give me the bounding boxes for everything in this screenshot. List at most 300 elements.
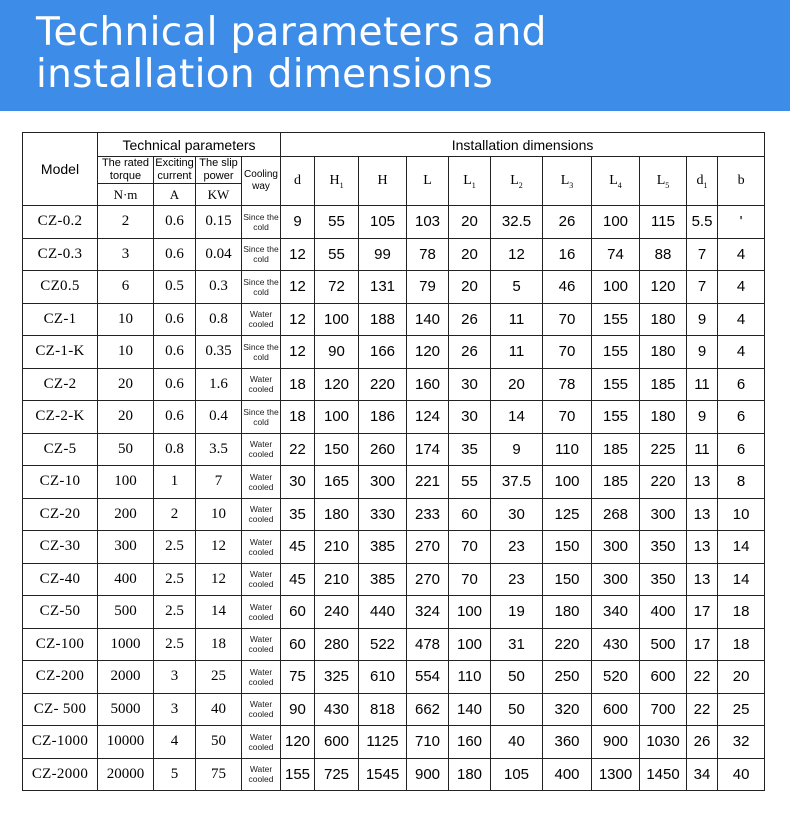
dimension-cell: 16 [543, 238, 592, 271]
dimension-cell: 430 [592, 628, 640, 661]
dimension-cell: 120 [315, 368, 359, 401]
power-cell: 18 [196, 628, 242, 661]
dimension-cell: 115 [640, 206, 687, 239]
torque-cell: 200 [98, 498, 154, 531]
model-cell: CZ-1000 [23, 726, 98, 759]
dimension-cell: 20 [449, 206, 491, 239]
dimension-cell: 1545 [359, 758, 407, 791]
page-title-line-1: Technical parameters and [36, 10, 547, 55]
table-row [23, 271, 765, 304]
dimension-cell: 55 [449, 466, 491, 499]
dimension-cell: 50 [491, 661, 543, 694]
cooling-cell: Since the cold [242, 336, 281, 369]
dimension-cell: 9 [687, 303, 718, 336]
title-banner [0, 0, 790, 111]
model-cell: CZ-2-K [23, 401, 98, 434]
dimension-cell: 260 [359, 433, 407, 466]
current-cell: 0.6 [154, 401, 196, 434]
dimension-cell: 188 [359, 303, 407, 336]
power-cell: 0.3 [196, 271, 242, 304]
torque-cell: 5000 [98, 693, 154, 726]
dimension-cell: 34 [687, 758, 718, 791]
power-cell: 1.6 [196, 368, 242, 401]
dimension-cell: 300 [592, 563, 640, 596]
dimension-cell: 70 [543, 401, 592, 434]
dimension-cell: 78 [407, 238, 449, 271]
spec-table [22, 132, 765, 791]
dimension-cell: 70 [543, 336, 592, 369]
torque-unit: N·m [98, 184, 154, 206]
power-cell: 25 [196, 661, 242, 694]
dim-header: $L_1$ [449, 157, 491, 206]
cooling-cell: Since the cold [242, 401, 281, 434]
dimension-cell: 30 [449, 401, 491, 434]
current-cell: 0.6 [154, 336, 196, 369]
dimension-cell: 103 [407, 206, 449, 239]
torque-cell: 3 [98, 238, 154, 271]
model-cell: CZ- 500 [23, 693, 98, 726]
dimension-cell: 478 [407, 628, 449, 661]
power-cell: 0.04 [196, 238, 242, 271]
dimension-cell: 75 [281, 661, 315, 694]
dimension-cell: 818 [359, 693, 407, 726]
dim-header: $d_1$ [687, 157, 718, 206]
dimension-cell: 18 [281, 401, 315, 434]
dimension-cell: 186 [359, 401, 407, 434]
dimension-cell: 12 [491, 238, 543, 271]
dimension-cell: 155 [592, 336, 640, 369]
power-cell: 40 [196, 693, 242, 726]
dimension-cell: 26 [449, 336, 491, 369]
dimension-cell: 324 [407, 596, 449, 629]
dimension-cell: 150 [543, 563, 592, 596]
dimension-cell: 330 [359, 498, 407, 531]
dimension-cell: 30 [449, 368, 491, 401]
table-row [23, 596, 765, 629]
power-cell: 3.5 [196, 433, 242, 466]
dimension-cell: 4 [718, 303, 765, 336]
power-cell: 12 [196, 563, 242, 596]
cooling-cell: Water cooled [242, 758, 281, 791]
current-header: Exciting current [155, 157, 194, 182]
dimension-cell: 90 [281, 693, 315, 726]
dim-header: $L_5$ [640, 157, 687, 206]
dimension-cell: 72 [315, 271, 359, 304]
dim-header: $L_2$ [491, 157, 543, 206]
dimension-cell: 185 [592, 466, 640, 499]
dimension-cell: 22 [687, 661, 718, 694]
dimension-cell: 55 [315, 206, 359, 239]
dimension-cell: 18 [718, 628, 765, 661]
torque-cell: 400 [98, 563, 154, 596]
dimension-cell: 174 [407, 433, 449, 466]
dimension-cell: 37.5 [491, 466, 543, 499]
torque-cell: 1000 [98, 628, 154, 661]
dimension-cell: 225 [640, 433, 687, 466]
cooling-cell: Water cooled [242, 531, 281, 564]
dimension-cell: 9 [687, 401, 718, 434]
dimension-cell: 180 [640, 303, 687, 336]
dimension-cell: 13 [687, 563, 718, 596]
dimension-cell: 280 [315, 628, 359, 661]
cooling-cell: Water cooled [242, 368, 281, 401]
dimension-cell: 180 [640, 336, 687, 369]
dimension-cell: 140 [449, 693, 491, 726]
dimension-cell: 400 [640, 596, 687, 629]
model-cell: CZ-100 [23, 628, 98, 661]
dimension-cell: 100 [592, 206, 640, 239]
power-cell: 12 [196, 531, 242, 564]
table-row [23, 466, 765, 499]
dimension-cell: 100 [315, 303, 359, 336]
power-cell: 14 [196, 596, 242, 629]
dimension-cell: 155 [281, 758, 315, 791]
current-cell: 3 [154, 661, 196, 694]
cooling-cell: Water cooled [242, 693, 281, 726]
dimension-cell: 74 [592, 238, 640, 271]
dimension-cell: 165 [315, 466, 359, 499]
model-cell: CZ-40 [23, 563, 98, 596]
dimension-cell: 32 [718, 726, 765, 759]
current-cell: 0.6 [154, 238, 196, 271]
dimension-cell: 155 [592, 401, 640, 434]
dimension-cell: 12 [281, 238, 315, 271]
dimension-cell: 268 [592, 498, 640, 531]
dimension-cell: 300 [592, 531, 640, 564]
dimension-cell: 270 [407, 531, 449, 564]
power-unit: KW [196, 184, 242, 206]
dimension-cell: 11 [491, 336, 543, 369]
dimension-cell: 150 [543, 531, 592, 564]
table-row [23, 336, 765, 369]
dimension-cell: 14 [718, 531, 765, 564]
dimension-cell: 11 [491, 303, 543, 336]
dimension-cell: 70 [449, 531, 491, 564]
cooling-cell: Water cooled [242, 433, 281, 466]
torque-cell: 500 [98, 596, 154, 629]
dimension-cell: 700 [640, 693, 687, 726]
dim-header: d [281, 157, 315, 206]
current-cell: 5 [154, 758, 196, 791]
cooling-cell: Water cooled [242, 661, 281, 694]
dimension-cell: 1450 [640, 758, 687, 791]
dimension-cell: 35 [281, 498, 315, 531]
current-cell: 2.5 [154, 531, 196, 564]
dimension-cell: 25 [718, 693, 765, 726]
model-cell: CZ-200 [23, 661, 98, 694]
dimension-cell: 522 [359, 628, 407, 661]
dimension-cell: 17 [687, 596, 718, 629]
cooling-cell: Water cooled [242, 726, 281, 759]
model-cell: CZ-2000 [23, 758, 98, 791]
dimension-cell: 13 [687, 498, 718, 531]
dimension-cell: 5 [491, 271, 543, 304]
dimension-cell: 12 [281, 303, 315, 336]
current-cell: 2.5 [154, 563, 196, 596]
dimension-cell: 26 [687, 726, 718, 759]
table-row [23, 368, 765, 401]
table-row [23, 401, 765, 434]
tech-section-header: Technical parameters [98, 133, 281, 157]
dimension-cell: 1300 [592, 758, 640, 791]
dimension-cell: 100 [543, 466, 592, 499]
torque-cell: 20000 [98, 758, 154, 791]
dimension-cell: 430 [315, 693, 359, 726]
dimension-cell: 26 [449, 303, 491, 336]
model-cell: CZ-30 [23, 531, 98, 564]
dimension-cell: 210 [315, 563, 359, 596]
cooling-cell: Water cooled [242, 563, 281, 596]
dim-header: L [407, 157, 449, 206]
dimension-cell: 500 [640, 628, 687, 661]
dimension-cell: 50 [491, 693, 543, 726]
dimension-cell: 900 [592, 726, 640, 759]
current-cell: 2 [154, 498, 196, 531]
current-cell: 1 [154, 466, 196, 499]
dimension-cell: 340 [592, 596, 640, 629]
dimension-cell: 600 [640, 661, 687, 694]
torque-cell: 300 [98, 531, 154, 564]
dimension-cell: 1030 [640, 726, 687, 759]
dimension-cell: 155 [592, 303, 640, 336]
torque-cell: 20 [98, 368, 154, 401]
dim-header: H [359, 157, 407, 206]
dimension-cell: 360 [543, 726, 592, 759]
model-cell: CZ0.5 [23, 271, 98, 304]
dimension-cell: 4 [718, 238, 765, 271]
dimension-cell: 31 [491, 628, 543, 661]
cooling-cell: Water cooled [242, 498, 281, 531]
dimension-cell: 46 [543, 271, 592, 304]
dimension-cell: 32.5 [491, 206, 543, 239]
dimension-cell: 90 [315, 336, 359, 369]
dimension-cell: 120 [640, 271, 687, 304]
dimension-cell: 120 [407, 336, 449, 369]
dimension-cell: 220 [640, 466, 687, 499]
dim-header: $L_4$ [592, 157, 640, 206]
dimension-cell: 23 [491, 531, 543, 564]
torque-cell: 20 [98, 401, 154, 434]
dimension-cell: 99 [359, 238, 407, 271]
dimension-cell: 325 [315, 661, 359, 694]
dimension-cell: 20 [491, 368, 543, 401]
dimension-cell: 185 [640, 368, 687, 401]
dimension-cell: 79 [407, 271, 449, 304]
dimension-cell: 155 [592, 368, 640, 401]
dimension-cell: 13 [687, 466, 718, 499]
dimension-cell: 710 [407, 726, 449, 759]
dimension-cell: 45 [281, 531, 315, 564]
dimension-cell: 662 [407, 693, 449, 726]
dimension-cell: 9 [491, 433, 543, 466]
dim-header: $H_1$ [315, 157, 359, 206]
current-cell: 0.8 [154, 433, 196, 466]
torque-cell: 6 [98, 271, 154, 304]
dimension-cell: 180 [640, 401, 687, 434]
dimension-cell: 131 [359, 271, 407, 304]
dimension-cell: 350 [640, 531, 687, 564]
dimension-cell: 350 [640, 563, 687, 596]
dimension-cell: 120 [281, 726, 315, 759]
dimension-cell: 385 [359, 531, 407, 564]
current-cell: 0.6 [154, 368, 196, 401]
dimension-cell: 17 [687, 628, 718, 661]
dimension-cell: 60 [449, 498, 491, 531]
table-row [23, 303, 765, 336]
cooling-cell: Water cooled [242, 628, 281, 661]
dimension-cell: 9 [281, 206, 315, 239]
dimension-cell: 18 [718, 596, 765, 629]
table-row [23, 661, 765, 694]
torque-cell: 100 [98, 466, 154, 499]
dimension-cell: 45 [281, 563, 315, 596]
dimension-cell: 110 [543, 433, 592, 466]
dimension-cell: ' [718, 206, 765, 239]
dimension-cell: 4 [718, 271, 765, 304]
table-row [23, 238, 765, 271]
table-row [23, 206, 765, 239]
dimension-cell: 125 [543, 498, 592, 531]
dimension-cell: 9 [687, 336, 718, 369]
dimension-cell: 221 [407, 466, 449, 499]
current-cell: 0.6 [154, 206, 196, 239]
dim-header: $L_3$ [543, 157, 592, 206]
cooling-cell: Since the cold [242, 271, 281, 304]
dimension-cell: 5.5 [687, 206, 718, 239]
current-cell: 0.5 [154, 271, 196, 304]
table-row [23, 433, 765, 466]
dimension-cell: 23 [491, 563, 543, 596]
dimension-cell: 7 [687, 271, 718, 304]
torque-cell: 10000 [98, 726, 154, 759]
table-row [23, 531, 765, 564]
page-title-line-2: installation dimensions [36, 52, 493, 97]
dimension-cell: 210 [315, 531, 359, 564]
dimension-cell: 6 [718, 433, 765, 466]
dimension-cell: 610 [359, 661, 407, 694]
dimension-cell: 180 [315, 498, 359, 531]
current-cell: 2.5 [154, 596, 196, 629]
model-header: Model [23, 133, 98, 206]
power-cell: 50 [196, 726, 242, 759]
current-cell: 2.5 [154, 628, 196, 661]
dimension-cell: 55 [315, 238, 359, 271]
dimension-cell: 180 [449, 758, 491, 791]
dimension-cell: 13 [687, 531, 718, 564]
dimension-cell: 105 [359, 206, 407, 239]
dimension-cell: 1125 [359, 726, 407, 759]
dimension-cell: 166 [359, 336, 407, 369]
dimension-cell: 300 [359, 466, 407, 499]
current-cell: 3 [154, 693, 196, 726]
dimension-cell: 270 [407, 563, 449, 596]
cooling-cell: Since the cold [242, 206, 281, 239]
table-row [23, 693, 765, 726]
dimension-cell: 110 [449, 661, 491, 694]
dimension-cell: 12 [281, 336, 315, 369]
dimension-cell: 105 [491, 758, 543, 791]
dimension-cell: 160 [407, 368, 449, 401]
model-cell: CZ-2 [23, 368, 98, 401]
dimension-cell: 70 [543, 303, 592, 336]
dimension-cell: 20 [718, 661, 765, 694]
current-cell: 0.6 [154, 303, 196, 336]
model-cell: CZ-0.3 [23, 238, 98, 271]
cooling-cell: Water cooled [242, 303, 281, 336]
power-cell: 0.8 [196, 303, 242, 336]
dimension-cell: 11 [687, 368, 718, 401]
torque-cell: 2000 [98, 661, 154, 694]
dimension-cell: 233 [407, 498, 449, 531]
current-cell: 4 [154, 726, 196, 759]
dimension-cell: 220 [359, 368, 407, 401]
dimension-cell: 400 [543, 758, 592, 791]
torque-cell: 50 [98, 433, 154, 466]
dimension-cell: 26 [543, 206, 592, 239]
torque-cell: 2 [98, 206, 154, 239]
dim-header: b [718, 157, 765, 206]
dimension-cell: 440 [359, 596, 407, 629]
dimension-cell: 600 [315, 726, 359, 759]
power-cell: 7 [196, 466, 242, 499]
dimension-cell: 180 [543, 596, 592, 629]
model-cell: CZ-5 [23, 433, 98, 466]
dimension-cell: 100 [592, 271, 640, 304]
dimension-cell: 20 [449, 271, 491, 304]
power-header: The slip power [196, 157, 242, 184]
dimension-cell: 150 [315, 433, 359, 466]
dimension-cell: 124 [407, 401, 449, 434]
dimension-cell: 4 [718, 336, 765, 369]
dimension-cell: 600 [592, 693, 640, 726]
dimension-cell: 70 [449, 563, 491, 596]
table-row [23, 563, 765, 596]
cooling-cell: Water cooled [242, 596, 281, 629]
dimension-cell: 88 [640, 238, 687, 271]
power-cell: 75 [196, 758, 242, 791]
dimension-cell: 385 [359, 563, 407, 596]
dimension-cell: 300 [640, 498, 687, 531]
table-row [23, 498, 765, 531]
dimension-cell: 78 [543, 368, 592, 401]
dimension-cell: 100 [449, 628, 491, 661]
torque-header: The rated torque [98, 157, 154, 184]
dimension-cell: 8 [718, 466, 765, 499]
torque-cell: 10 [98, 336, 154, 369]
dimension-cell: 320 [543, 693, 592, 726]
dimension-cell: 7 [687, 238, 718, 271]
dimension-cell: 40 [718, 758, 765, 791]
dimension-cell: 240 [315, 596, 359, 629]
dimension-cell: 18 [281, 368, 315, 401]
cooling-cell: Since the cold [242, 238, 281, 271]
dimension-cell: 14 [718, 563, 765, 596]
dimension-cell: 6 [718, 368, 765, 401]
dimension-cell: 725 [315, 758, 359, 791]
dimension-cell: 20 [449, 238, 491, 271]
dimension-cell: 60 [281, 628, 315, 661]
dimension-cell: 30 [281, 466, 315, 499]
dimension-cell: 19 [491, 596, 543, 629]
power-cell: 0.4 [196, 401, 242, 434]
dimension-cell: 100 [449, 596, 491, 629]
dimension-cell: 22 [281, 433, 315, 466]
model-cell: CZ-50 [23, 596, 98, 629]
power-cell: 10 [196, 498, 242, 531]
power-cell: 0.15 [196, 206, 242, 239]
dimension-cell: 30 [491, 498, 543, 531]
dimension-cell: 60 [281, 596, 315, 629]
